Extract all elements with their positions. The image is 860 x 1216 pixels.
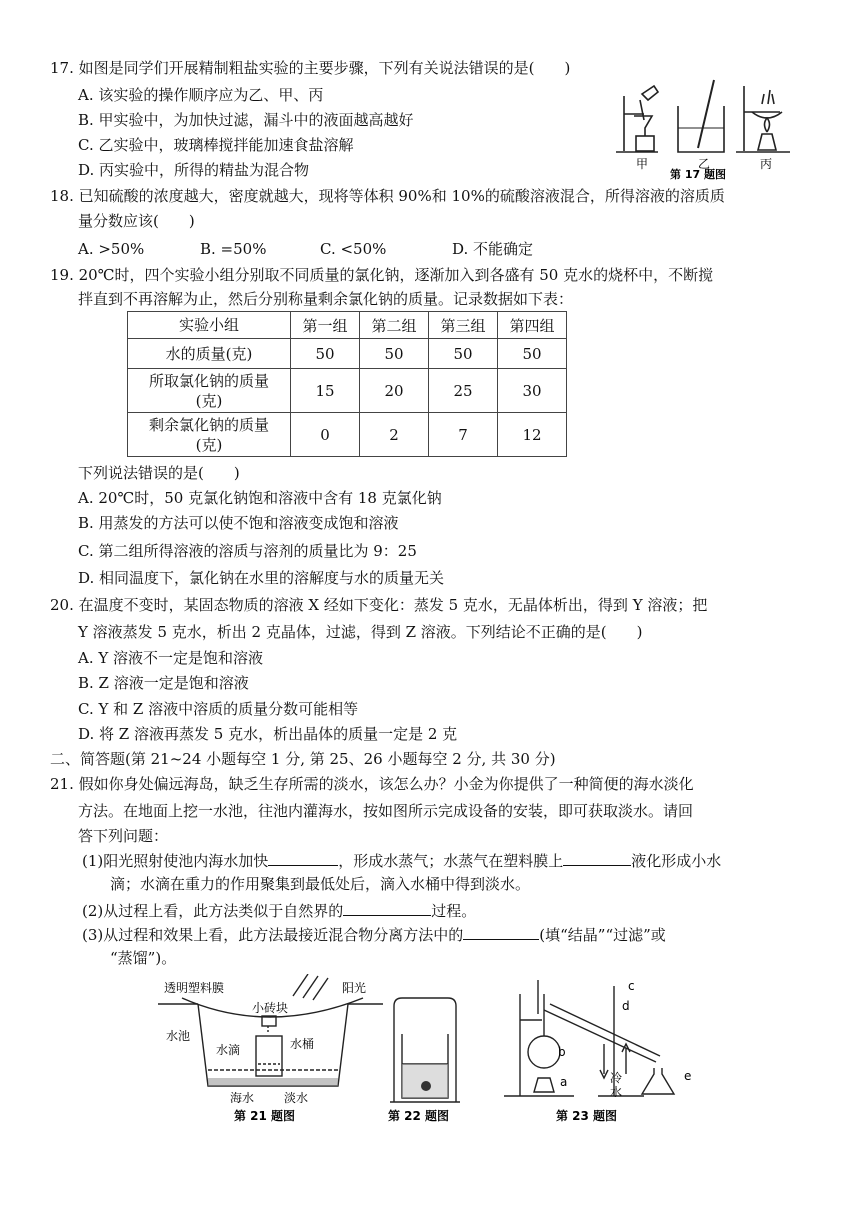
q17-option-a: A. 该实验的操作顺序应为乙、甲、丙 — [78, 86, 324, 104]
q19-option-a: A. 20℃时，50 克氯化钠饱和溶液中含有 18 克氯化钠 — [78, 489, 442, 507]
answer-blank[interactable] — [268, 849, 338, 866]
table-cell: 50 — [291, 339, 360, 369]
table-header: 第三组 — [429, 312, 498, 339]
q21-part3-text-a: (3)从过程和效果上看，此方法最接近混合物分离方法中的 — [82, 926, 464, 944]
table-cell: 50 — [429, 339, 498, 369]
table-row-label: 水的质量(克) — [128, 339, 291, 369]
fig21-caption: 第 21 题图 — [234, 1109, 296, 1123]
q19-option-b: B. 用蒸发的方法可以使不饱和溶液变成饱和溶液 — [78, 514, 399, 532]
q21-stem-line1: 21. 假如你身处偏远海岛，缺乏生存所需的淡水，该怎么办？小金为你提供了一种简便的海水淡化 — [50, 775, 694, 793]
q19-data-table — [127, 311, 567, 457]
q20-stem-line2: Y 溶液蒸发 5 克水，析出 2 克晶体，过滤，得到 Z 溶液。下列结论不正确的是( ) — [78, 623, 643, 641]
fig23-label-a: a — [560, 1075, 568, 1089]
q18-option-b: B. =50% — [200, 240, 267, 258]
answer-blank[interactable] — [463, 923, 539, 940]
q21-part1-text-b: ，形成水蒸气；水蒸气在塑料膜上 — [338, 852, 564, 870]
q18-stem-line1: 18. 已知硫酸的浓度越大，密度就越大，现将等体积 90%和 10%的硫酸溶液混合，所得溶液的溶质质 — [50, 187, 725, 205]
q21-part2-text-a: (2)从过程上看，此方法类似于自然界的 — [82, 902, 344, 920]
q21-part3-line1 — [82, 923, 666, 946]
q21-part2 — [82, 899, 476, 922]
table-row-label — [128, 413, 291, 457]
q21-stem-line2: 方法。在地面上挖一水池，往池内灌海水，按如图所示完成设备的安装，即可获取淡水。请回 — [78, 802, 694, 820]
table-row — [128, 339, 567, 369]
table-header: 第一组 — [291, 312, 360, 339]
q17-stem: 17. 如图是同学们开展精制粗盐实验的主要步骤，下列有关说法错误的是( ) — [50, 59, 571, 77]
table-row — [128, 413, 567, 457]
q19-prompt: 下列说法错误的是( ) — [78, 464, 240, 482]
q17-figure-caption: 第 17 题图 — [670, 168, 726, 180]
fig23-label-c: c — [628, 979, 635, 993]
fig23-label-b: b — [558, 1045, 566, 1059]
answer-blank[interactable] — [343, 899, 431, 916]
q17-figure — [612, 76, 802, 180]
q17-option-c: C. 乙实验中，玻璃棒搅拌能加速食盐溶解 — [78, 136, 354, 154]
table-cell: 15 — [291, 369, 360, 413]
table-cell: 25 — [429, 369, 498, 413]
q21-part1-line2: 滴；水滴在重力的作用聚集到最低处后，滴入水桶中得到淡水。 — [110, 875, 531, 893]
table-cell: 7 — [429, 413, 498, 457]
q18-option-d: D. 不能确定 — [452, 240, 534, 258]
fig21-seawater-still-diagram — [158, 974, 388, 1124]
table-row-label — [128, 369, 291, 413]
fig21-label-pool: 水池 — [166, 1029, 191, 1043]
q19-option-c: C. 第二组所得溶液的溶质与溶剂的质量比为 9：25 — [78, 542, 417, 560]
fig22-beaker-diagram — [388, 994, 474, 1124]
table-row-label-line1: 所取氯化钠的质量 — [148, 371, 269, 390]
q20-option-b: B. Z 溶液一定是饱和溶液 — [78, 674, 249, 692]
q20-stem-line1: 20. 在温度不变时，某固态物质的溶液 X 经如下变化：蒸发 5 克水，无晶体析出，得到 Y 溶液；把 — [50, 596, 708, 614]
fig21-label-film: 透明塑料膜 — [164, 981, 225, 995]
fig22-caption: 第 22 题图 — [388, 1109, 450, 1123]
table-cell: 30 — [498, 369, 567, 413]
table-cell: 12 — [498, 413, 567, 457]
q19-stem-line2: 拌直到不再溶解为止，然后分别称量剩余氯化钠的质量。记录数据如下表： — [78, 290, 574, 308]
q21-part3-text-b: (填“结晶”“过滤”或 — [539, 926, 666, 944]
q19-option-d: D. 相同温度下，氯化钠在水里的溶解度与水的质量无关 — [78, 569, 445, 587]
table-cell: 50 — [498, 339, 567, 369]
fig23-label-e: e — [684, 1069, 692, 1083]
fig23-caption: 第 23 题图 — [556, 1109, 618, 1123]
table-row-label-line2: (克) — [195, 391, 223, 410]
fig21-label-bucket: 水桶 — [290, 1037, 315, 1051]
fig21-label-brick: 小砖块 — [252, 1001, 289, 1015]
fig23-label-water: 水 — [610, 1085, 623, 1099]
fig21-label-freshwater: 淡水 — [284, 1091, 309, 1105]
q21-stem-line3: 答下列问题： — [78, 827, 169, 845]
table-cell: 20 — [360, 369, 429, 413]
q18-option-a: A. >50% — [78, 240, 145, 258]
q21-part3-line2: “蒸馏”)。 — [110, 949, 177, 967]
answer-blank[interactable] — [563, 849, 631, 866]
table-row — [128, 369, 567, 413]
q17-label-jia: 甲 — [636, 157, 649, 171]
table-header: 第二组 — [360, 312, 429, 339]
q21-part2-text-b: 过程。 — [431, 902, 477, 920]
table-header: 第四组 — [498, 312, 567, 339]
table-row-label-line2: (克) — [195, 435, 223, 454]
fig21-label-sun: 阳光 — [342, 981, 367, 995]
q19-stem-line1: 19. 20℃时，四个实验小组分别取不同质量的氯化钠，逐渐加入到各盛有 50 克水的烧杯中，不断搅 — [50, 266, 714, 284]
q20-option-d: D. 将 Z 溶液再蒸发 5 克水，析出晶体的质量一定是 2 克 — [78, 725, 458, 743]
fig23-distillation-diagram — [494, 974, 704, 1124]
fig21-label-seawater: 海水 — [230, 1091, 255, 1105]
q20-option-a: A. Y 溶液不一定是饱和溶液 — [78, 649, 264, 667]
q17-label-bing: 丙 — [760, 157, 773, 171]
q17-label-yi: 乙 — [698, 157, 711, 171]
table-cell: 2 — [360, 413, 429, 457]
table-row-label-line1: 剩余氯化钠的质量 — [148, 415, 269, 434]
fig23-label-d: d — [622, 999, 630, 1013]
q18-stem-line2: 量分数应该( ) — [78, 212, 195, 230]
section-heading: 二、简答题(第 21~24 小题每空 1 分, 第 25、26 小题每空 2 分, 共 30 分) — [50, 750, 556, 768]
table-header-row — [128, 312, 567, 339]
q17-option-b: B. 甲实验中，为加快过滤，漏斗中的液面越高越好 — [78, 111, 414, 129]
q21-part1-text-a: (1)阳光照射使池内海水加快 — [82, 852, 269, 870]
fig21-label-drop: 水滴 — [216, 1043, 241, 1057]
q20-option-c: C. Y 和 Z 溶液中溶质的质量分数可能相等 — [78, 700, 359, 718]
q17-option-d: D. 丙实验中，所得的精盐为混合物 — [78, 161, 310, 179]
q21-part1-text-c: 液化形成小水 — [631, 852, 722, 870]
table-cell: 0 — [291, 413, 360, 457]
table-cell: 50 — [360, 339, 429, 369]
fig23-label-cold: 冷 — [610, 1071, 623, 1085]
q21-part1-line1 — [82, 849, 721, 872]
table-header: 实验小组 — [128, 312, 291, 339]
q18-option-c: C. <50% — [320, 240, 387, 258]
